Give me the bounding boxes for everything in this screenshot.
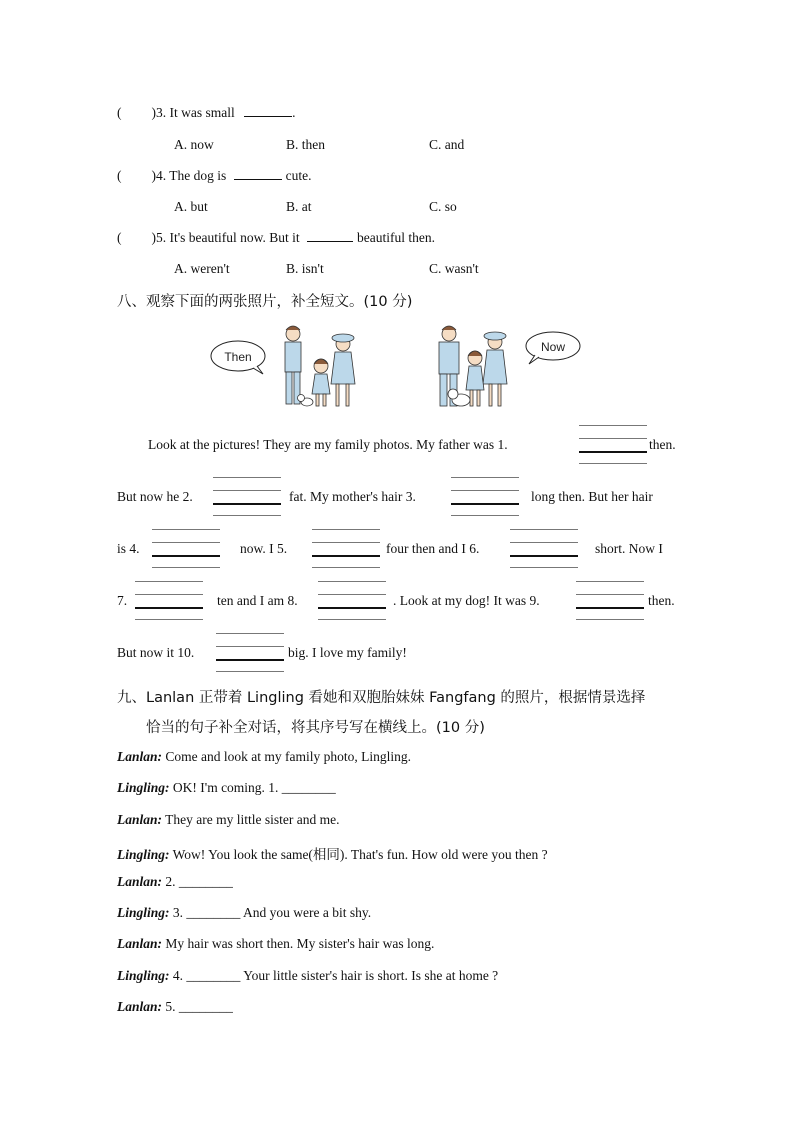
passage-text: now. I 5.: [240, 541, 288, 556]
dialogue-line: [117, 936, 434, 952]
speaker-name: Lingling:: [117, 968, 170, 983]
question-4: [117, 167, 312, 185]
option-b: B. isn't: [286, 261, 324, 276]
section-8-title: 八、观察下面的两张照片，补全短文。(10 分): [117, 294, 413, 310]
question-end: cute.: [285, 168, 312, 183]
writing-blank-5[interactable]: [312, 529, 380, 567]
passage-text: fat. My mother's hair 3.: [289, 489, 416, 504]
passage-text: big. I love my family!: [288, 645, 407, 660]
question-stem: 5. It's beautiful now. But it: [156, 230, 300, 245]
passage-text: But now he 2.: [117, 489, 193, 504]
question-end: .: [292, 105, 296, 120]
dialogue-text: Wow! You look the same(相同). That's fun. How old were you then ?: [169, 847, 548, 862]
writing-blank-6[interactable]: [510, 529, 578, 567]
answer-blank[interactable]: [307, 229, 353, 242]
option-c: C. wasn't: [429, 261, 479, 276]
writing-blank-9[interactable]: [576, 581, 644, 619]
option-b: B. then: [286, 137, 325, 152]
dialogue-line: [117, 874, 233, 890]
writing-blank-3[interactable]: [451, 477, 519, 515]
passage-text: . Look at my dog! It was 9.: [393, 593, 540, 608]
dialogue-text[interactable]: 3. ________ And you were a bit shy.: [169, 905, 372, 920]
dialogue-text[interactable]: 5. ________: [162, 999, 233, 1014]
passage-text: four then and I 6.: [386, 541, 480, 556]
question-5: [117, 229, 435, 247]
answer-paren-open: (: [117, 230, 122, 245]
speaker-name: Lanlan:: [117, 936, 163, 951]
writing-blank-10[interactable]: [216, 633, 284, 671]
passage-text: then.: [648, 593, 675, 608]
speech-bubble-then: [211, 341, 265, 374]
speaker-name: Lingling:: [117, 780, 170, 795]
answer-paren-close: ): [151, 230, 156, 245]
passage-text: short. Now I: [595, 541, 663, 556]
passage-text: ten and I am 8.: [217, 593, 298, 608]
speaker-name: Lingling:: [117, 847, 170, 862]
dialogue-text: They are my little sister and me.: [162, 812, 340, 827]
passage-text: is 4.: [117, 541, 140, 556]
speech-bubble-now: [526, 332, 580, 364]
family-photos-illustration: [205, 322, 595, 416]
dialogue-line: [117, 999, 233, 1015]
question-stem: 4. The dog is: [156, 168, 227, 183]
section-9-title-cont: 恰当的句子补全对话，将其序号写在横线上。(10 分): [146, 720, 485, 736]
passage-text: long then. But her hair: [531, 489, 653, 504]
answer-blank[interactable]: [244, 104, 292, 117]
writing-blank-8[interactable]: [318, 581, 386, 619]
speaker-name: Lingling:: [117, 905, 170, 920]
writing-blank-2[interactable]: [213, 477, 281, 515]
bubble-now-text: Now: [540, 340, 566, 354]
passage-text: Look at the pictures! They are my family photos. My father was 1.: [148, 437, 508, 452]
option-a: A. weren't: [174, 261, 230, 276]
option-a: A. but: [174, 199, 208, 214]
answer-paren-open: (: [117, 105, 122, 120]
family-then-picture: [285, 326, 355, 406]
dialogue-line: [117, 843, 548, 863]
writing-blank-4[interactable]: [152, 529, 220, 567]
option-a: A. now: [174, 137, 214, 152]
dialogue-text[interactable]: 4. ________ Your little sister's hair is short. Is she at home ?: [169, 968, 499, 983]
speaker-name: Lanlan:: [117, 812, 163, 827]
question-3: [117, 104, 296, 122]
answer-paren-close: ): [151, 168, 156, 183]
family-now-picture: [439, 326, 507, 406]
dialogue-text: My hair was short then. My sister's hair was long.: [162, 936, 435, 951]
speaker-name: Lanlan:: [117, 999, 163, 1014]
question-end: beautiful then.: [357, 230, 436, 245]
dialogue-line: [117, 812, 339, 828]
answer-blank[interactable]: [234, 167, 282, 180]
answer-paren-open: (: [117, 168, 122, 183]
passage-text: But now it 10.: [117, 645, 195, 660]
speaker-name: Lanlan:: [117, 749, 163, 764]
dialogue-line: [117, 905, 371, 921]
option-c: C. so: [429, 199, 457, 214]
question-stem: 3. It was small: [156, 105, 235, 120]
bubble-then-text: Then: [224, 350, 252, 364]
section-9-title: 九、Lanlan 正带着 Lingling 看她和双胞胎妹妹 Fangfang 的照片，根据情景选择: [117, 690, 646, 706]
dialogue-text[interactable]: OK! I'm coming. 1. ________: [169, 780, 336, 795]
speaker-name: Lanlan:: [117, 874, 163, 889]
option-c: C. and: [429, 137, 465, 152]
passage-text: 7.: [117, 593, 128, 608]
answer-paren-close: ): [151, 105, 156, 120]
dialogue-line: [117, 780, 336, 796]
dialogue-line: [117, 968, 498, 984]
writing-blank-7[interactable]: [135, 581, 203, 619]
passage-text: then.: [649, 437, 676, 452]
writing-blank-1[interactable]: [579, 425, 647, 463]
dialogue-line: [117, 749, 411, 765]
dialogue-text[interactable]: 2. ________: [162, 874, 233, 889]
dialogue-text: Come and look at my family photo, Lingling.: [162, 749, 411, 764]
option-b: B. at: [286, 199, 312, 214]
